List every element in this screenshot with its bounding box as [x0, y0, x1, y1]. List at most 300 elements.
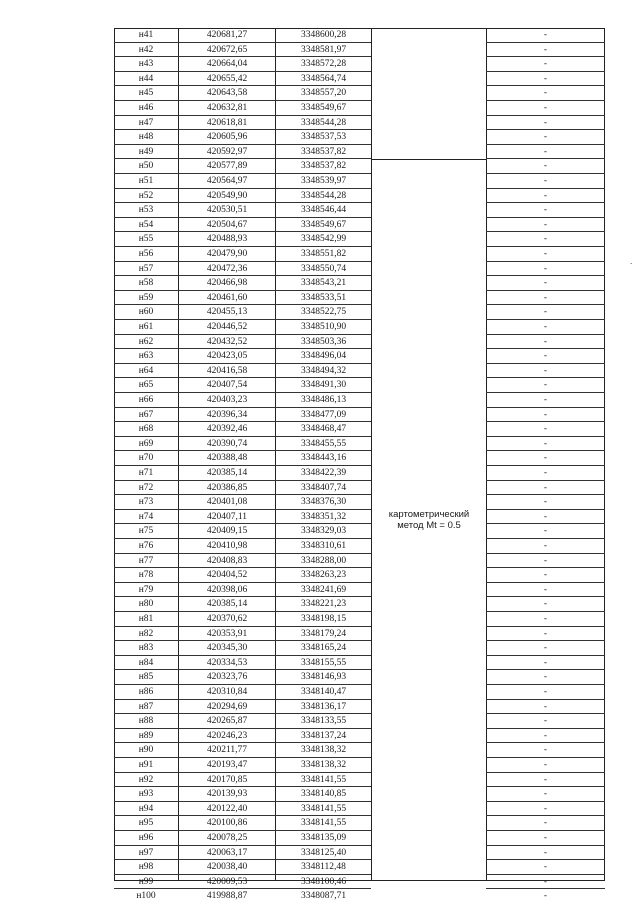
- y-coordinate-cell: 3348155,55: [300, 657, 347, 668]
- table-row: [114, 349, 605, 364]
- table-row: [114, 583, 605, 598]
- note-cell: -: [543, 351, 548, 362]
- table-row: [114, 627, 605, 642]
- point-id-cell: н71: [138, 468, 154, 478]
- note-cell: -: [543, 88, 548, 99]
- point-id-cell: н68: [138, 424, 154, 435]
- table-row: [114, 729, 605, 744]
- y-coordinate-cell: 3348551,82: [300, 249, 347, 259]
- point-id-cell: н57: [138, 263, 154, 274]
- point-id-cell: н83: [138, 643, 154, 654]
- note-cell: -: [543, 657, 548, 668]
- table-row: [114, 495, 605, 510]
- x-coordinate-cell: 420246,23: [206, 730, 248, 741]
- y-coordinate-cell: 3348486,13: [300, 395, 347, 405]
- y-coordinate-cell: 3348543,21: [300, 278, 347, 289]
- x-coordinate-cell: 420409,15: [206, 526, 248, 537]
- y-coordinate-cell: 3348138,32: [300, 745, 347, 756]
- y-coordinate-cell: 3348572,28: [300, 59, 347, 70]
- x-coordinate-cell: 420385,14: [206, 468, 248, 478]
- y-coordinate-cell: 3348496,04: [300, 351, 347, 362]
- table-row: [114, 714, 605, 729]
- note-cell: -: [543, 44, 548, 55]
- point-id-cell: н66: [138, 395, 154, 405]
- x-coordinate-cell: 420461,60: [206, 292, 248, 303]
- point-id-cell: н58: [138, 278, 154, 289]
- y-coordinate-cell: 3348137,24: [300, 730, 347, 741]
- point-id-cell: н87: [138, 701, 154, 712]
- note-cell: -: [543, 687, 548, 697]
- table-row: [114, 320, 605, 335]
- note-cell: -: [543, 73, 548, 84]
- point-id-cell: н94: [138, 803, 154, 814]
- table-row: [114, 860, 605, 875]
- scan-mark: .: [630, 256, 633, 266]
- y-coordinate-cell: 3348133,55: [300, 716, 347, 727]
- note-cell: -: [543, 307, 548, 318]
- y-coordinate-cell: 3348544,28: [300, 190, 347, 201]
- x-coordinate-cell: 420100,86: [206, 818, 248, 829]
- y-coordinate-cell: 3348376,30: [300, 497, 347, 508]
- table-row: [114, 130, 605, 145]
- point-id-cell: н61: [138, 322, 154, 332]
- table-row: [114, 656, 605, 671]
- note-cell: -: [543, 132, 548, 143]
- note-cell: -: [543, 789, 548, 800]
- y-coordinate-cell: 3348310,61: [300, 541, 347, 551]
- y-coordinate-cell: 3348136,17: [300, 701, 347, 712]
- method-note-line1: картометрический: [388, 509, 470, 520]
- point-id-cell: н50: [138, 161, 154, 172]
- note-cell: -: [543, 876, 548, 887]
- table-row: [114, 481, 605, 496]
- y-coordinate-cell: 3348549,67: [300, 103, 347, 113]
- y-coordinate-cell: 3348550,74: [300, 263, 347, 274]
- x-coordinate-cell: 420564,97: [206, 176, 248, 186]
- table-row: [114, 875, 605, 890]
- x-coordinate-cell: 420549,90: [206, 190, 248, 201]
- x-coordinate-cell: 420385,14: [206, 599, 248, 610]
- point-id-cell: н74: [138, 511, 154, 522]
- point-id-cell: н100: [136, 891, 156, 902]
- note-cell: -: [543, 891, 548, 902]
- y-coordinate-cell: 3348221,23: [300, 599, 347, 610]
- table-row: [114, 101, 605, 116]
- x-coordinate-cell: 420388,48: [206, 453, 248, 464]
- x-coordinate-cell: 420211,77: [206, 745, 248, 756]
- y-coordinate-cell: 3348600,28: [300, 30, 347, 40]
- point-id-cell: н88: [138, 716, 154, 727]
- point-id-cell: н54: [138, 219, 154, 230]
- y-coordinate-cell: 3348241,69: [300, 584, 347, 595]
- note-cell: -: [543, 453, 548, 464]
- x-coordinate-cell: 420488,93: [206, 234, 248, 245]
- x-coordinate-cell: 420672,65: [206, 44, 248, 55]
- table-row: [114, 291, 605, 306]
- point-id-cell: н90: [138, 745, 154, 756]
- note-cell: -: [543, 249, 548, 259]
- point-id-cell: н60: [138, 307, 154, 318]
- table-row: [114, 145, 605, 160]
- x-coordinate-cell: 420078,25: [206, 833, 248, 843]
- x-coordinate-cell: 420472,36: [206, 263, 248, 274]
- table-row: [114, 174, 605, 189]
- y-coordinate-cell: 3348141,55: [300, 774, 347, 785]
- y-coordinate-cell: 3348564,74: [300, 73, 347, 84]
- table-row: [114, 568, 605, 583]
- table-row: [114, 364, 605, 379]
- note-cell: -: [543, 584, 548, 595]
- x-coordinate-cell: 419988,87: [206, 891, 248, 902]
- table-row: [114, 685, 605, 700]
- y-coordinate-cell: 3348140,85: [300, 789, 347, 800]
- note-cell: -: [543, 511, 548, 522]
- point-id-cell: н98: [138, 862, 154, 873]
- table-row: [114, 539, 605, 554]
- note-cell: -: [543, 146, 548, 157]
- y-coordinate-cell: 3348468,47: [300, 424, 347, 435]
- y-coordinate-cell: 3348140,47: [300, 687, 347, 697]
- x-coordinate-cell: 420193,47: [206, 760, 248, 770]
- table-row: [114, 335, 605, 350]
- x-coordinate-cell: 420410,98: [206, 541, 248, 551]
- note-cell: -: [543, 219, 548, 230]
- note-cell: -: [543, 438, 548, 449]
- point-id-cell: н43: [138, 59, 154, 70]
- y-coordinate-cell: 3348443,16: [300, 453, 347, 464]
- note-cell: -: [543, 30, 548, 40]
- note-cell: -: [543, 672, 548, 683]
- point-id-cell: н55: [138, 234, 154, 245]
- method-note-line2: метод Mt = 0.5: [397, 520, 461, 531]
- table-row: [114, 816, 605, 831]
- point-id-cell: н76: [138, 541, 154, 551]
- point-id-cell: н42: [138, 44, 154, 55]
- table-row: [114, 276, 605, 291]
- point-id-cell: н64: [138, 365, 154, 376]
- note-cell: -: [543, 263, 548, 274]
- x-coordinate-cell: 420681,27: [206, 30, 248, 40]
- x-coordinate-cell: 420323,76: [206, 672, 248, 683]
- note-cell: -: [543, 59, 548, 70]
- note-cell: -: [543, 482, 548, 493]
- point-id-cell: н73: [138, 497, 154, 508]
- y-coordinate-cell: 3348537,53: [300, 132, 347, 143]
- point-id-cell: н45: [138, 88, 154, 99]
- note-cell: -: [543, 555, 548, 566]
- point-id-cell: н44: [138, 73, 154, 84]
- y-coordinate-cell: 3348165,24: [300, 643, 347, 654]
- y-coordinate-cell: 3348544,28: [300, 117, 347, 128]
- x-coordinate-cell: 420408,83: [206, 555, 248, 566]
- y-coordinate-cell: 3348125,40: [300, 847, 347, 858]
- x-coordinate-cell: 420390,74: [206, 438, 248, 449]
- table-row: [114, 846, 605, 861]
- table-row: [114, 203, 605, 218]
- x-coordinate-cell: 420386,85: [206, 482, 248, 493]
- table-row: [114, 43, 605, 58]
- y-coordinate-cell: 3348537,82: [300, 161, 347, 172]
- table-row: [114, 116, 605, 131]
- table-row: [114, 510, 605, 525]
- point-id-cell: н82: [138, 628, 154, 639]
- x-coordinate-cell: 420403,23: [206, 395, 248, 405]
- table-row: [114, 802, 605, 817]
- y-coordinate-cell: 3348510,90: [300, 322, 347, 332]
- y-coordinate-cell: 3348533,51: [300, 292, 347, 303]
- x-coordinate-cell: 420504,67: [206, 219, 248, 230]
- x-coordinate-cell: 420404,52: [206, 570, 248, 581]
- point-id-cell: н92: [138, 774, 154, 785]
- coordinate-table: [114, 28, 605, 902]
- table-row: [114, 758, 605, 773]
- note-cell: -: [543, 730, 548, 741]
- point-id-cell: н63: [138, 351, 154, 362]
- x-coordinate-cell: 420370,62: [206, 614, 248, 624]
- point-id-cell: н53: [138, 205, 154, 216]
- table-row: [114, 72, 605, 87]
- y-coordinate-cell: 3348146,93: [300, 672, 347, 683]
- table-row: [114, 787, 605, 802]
- note-cell: -: [543, 468, 548, 478]
- x-coordinate-cell: 420423,05: [206, 351, 248, 362]
- x-coordinate-cell: 420170,85: [206, 774, 248, 785]
- point-id-cell: н56: [138, 249, 154, 259]
- x-coordinate-cell: 420009,53: [206, 876, 248, 887]
- note-cell: -: [543, 643, 548, 654]
- x-coordinate-cell: 420455,13: [206, 307, 248, 318]
- note-cell: -: [543, 380, 548, 391]
- point-id-cell: н91: [138, 760, 154, 770]
- table-row: [114, 597, 605, 612]
- x-coordinate-cell: 420432,52: [206, 336, 248, 347]
- note-cell: -: [543, 234, 548, 245]
- point-id-cell: н85: [138, 672, 154, 683]
- x-coordinate-cell: 420334,53: [206, 657, 248, 668]
- y-coordinate-cell: 3348581,97: [300, 44, 347, 55]
- y-coordinate-cell: 3348198,15: [300, 614, 347, 624]
- table-row: [114, 554, 605, 569]
- point-id-cell: н81: [138, 614, 154, 624]
- y-coordinate-cell: 3348537,82: [300, 146, 347, 157]
- note-cell: -: [543, 103, 548, 113]
- point-id-cell: н97: [138, 847, 154, 858]
- note-cell: -: [543, 322, 548, 332]
- y-coordinate-cell: 3348112,48: [301, 862, 346, 873]
- table-row: [114, 218, 605, 233]
- point-id-cell: н41: [138, 30, 154, 40]
- table-row: [114, 700, 605, 715]
- y-coordinate-cell: 3348549,67: [300, 219, 347, 230]
- point-id-cell: н86: [138, 687, 154, 697]
- point-id-cell: н93: [138, 789, 154, 800]
- table-row: [114, 466, 605, 481]
- x-coordinate-cell: 420345,30: [206, 643, 248, 654]
- table-row: [114, 262, 605, 277]
- note-cell: -: [543, 205, 548, 216]
- note-cell: -: [543, 176, 548, 186]
- note-cell: -: [543, 541, 548, 551]
- note-cell: -: [543, 745, 548, 756]
- point-id-cell: н48: [138, 132, 154, 143]
- table-row: [114, 451, 605, 466]
- table-row: [114, 159, 605, 174]
- note-cell: -: [543, 365, 548, 376]
- x-coordinate-cell: 420407,54: [206, 380, 248, 391]
- point-id-cell: н69: [138, 438, 154, 449]
- point-id-cell: н72: [138, 482, 154, 493]
- y-coordinate-cell: 3348477,09: [300, 409, 347, 420]
- y-coordinate-cell: 3348503,36: [300, 336, 347, 347]
- y-coordinate-cell: 3348179,24: [300, 628, 347, 639]
- note-cell: -: [543, 628, 548, 639]
- point-id-cell: н65: [138, 380, 154, 391]
- x-coordinate-cell: 420664,04: [206, 59, 248, 70]
- point-id-cell: н46: [138, 103, 154, 113]
- y-coordinate-cell: 3348141,55: [300, 818, 347, 829]
- table-row: [114, 743, 605, 758]
- note-cell: -: [543, 818, 548, 829]
- note-cell: -: [543, 760, 548, 770]
- note-cell: -: [543, 701, 548, 712]
- point-id-cell: н79: [138, 584, 154, 595]
- note-cell: -: [543, 409, 548, 420]
- y-coordinate-cell: 3348141,55: [300, 803, 347, 814]
- x-coordinate-cell: 420416,58: [206, 365, 248, 376]
- x-coordinate-cell: 420265,87: [206, 716, 248, 727]
- x-coordinate-cell: 420632,81: [206, 103, 248, 113]
- point-id-cell: н78: [138, 570, 154, 581]
- note-cell: -: [543, 278, 548, 289]
- y-coordinate-cell: 3348329,03: [300, 526, 347, 537]
- x-coordinate-cell: 420396,34: [206, 409, 248, 420]
- y-coordinate-cell: 3348100,46: [300, 876, 347, 887]
- x-coordinate-cell: 420446,52: [206, 322, 248, 332]
- table-row: [114, 378, 605, 393]
- y-coordinate-cell: 3348407,74: [300, 482, 347, 493]
- table-row: [114, 393, 605, 408]
- table-row: [114, 422, 605, 437]
- y-coordinate-cell: 3348263,23: [300, 570, 347, 581]
- table-row: [114, 612, 605, 627]
- x-coordinate-cell: 420530,51: [206, 205, 248, 216]
- table-row: [114, 408, 605, 423]
- x-coordinate-cell: 420294,69: [206, 701, 248, 712]
- y-coordinate-cell: 3348494,32: [300, 365, 347, 376]
- note-cell: -: [543, 190, 548, 201]
- y-coordinate-cell: 3348455,55: [300, 438, 347, 449]
- x-coordinate-cell: 420398,06: [206, 584, 248, 595]
- table-row: [114, 28, 605, 43]
- point-id-cell: н96: [138, 833, 154, 843]
- note-cell: -: [543, 803, 548, 814]
- x-coordinate-cell: 420139,93: [206, 789, 248, 800]
- point-id-cell: н95: [138, 818, 154, 829]
- x-coordinate-cell: 420407,11: [206, 511, 248, 522]
- point-id-cell: н84: [138, 657, 154, 668]
- note-cell: -: [543, 395, 548, 405]
- table-row: [114, 831, 605, 846]
- x-coordinate-cell: 420401,08: [206, 497, 248, 508]
- x-coordinate-cell: 420038,40: [206, 862, 248, 873]
- note-cell: -: [543, 117, 548, 128]
- y-coordinate-cell: 3348557,20: [300, 88, 347, 99]
- point-id-cell: н70: [138, 453, 154, 464]
- note-cell: -: [543, 774, 548, 785]
- x-coordinate-cell: 420592,97: [206, 146, 248, 157]
- merged-cell-divider: [371, 159, 486, 160]
- y-coordinate-cell: 3348522,75: [300, 307, 347, 318]
- x-coordinate-cell: 420122,40: [206, 803, 248, 814]
- x-coordinate-cell: 420310,84: [206, 687, 248, 697]
- point-id-cell: н67: [138, 409, 154, 420]
- y-coordinate-cell: 3348138,32: [300, 760, 347, 770]
- table-row: [114, 189, 605, 204]
- note-cell: -: [543, 862, 548, 873]
- table-row: [114, 437, 605, 452]
- point-id-cell: н49: [138, 146, 154, 157]
- note-cell: -: [543, 599, 548, 610]
- note-cell: -: [543, 336, 548, 347]
- point-id-cell: н47: [138, 117, 154, 128]
- x-coordinate-cell: 420605,96: [206, 132, 248, 143]
- x-coordinate-cell: 420479,90: [206, 249, 248, 259]
- point-id-cell: н99: [138, 876, 154, 887]
- note-cell: -: [543, 161, 548, 172]
- point-id-cell: н80: [138, 599, 154, 610]
- note-cell: -: [543, 847, 548, 858]
- point-id-cell: н77: [138, 555, 154, 566]
- x-coordinate-cell: 420353,91: [206, 628, 248, 639]
- y-coordinate-cell: 3348135,09: [300, 833, 347, 843]
- table-row: [114, 57, 605, 72]
- note-cell: -: [543, 833, 548, 843]
- y-coordinate-cell: 3348542,99: [300, 234, 347, 245]
- point-id-cell: н59: [138, 292, 154, 303]
- note-cell: -: [543, 716, 548, 727]
- point-id-cell: н75: [138, 526, 154, 537]
- x-coordinate-cell: 420618,81: [206, 117, 248, 128]
- point-id-cell: н51: [138, 176, 154, 186]
- note-cell: -: [543, 292, 548, 303]
- x-coordinate-cell: 420577,89: [206, 161, 248, 172]
- note-cell: -: [543, 526, 548, 537]
- y-coordinate-cell: 3348422,39: [300, 468, 347, 478]
- x-coordinate-cell: 420643,58: [206, 88, 248, 99]
- y-coordinate-cell: 3348539,97: [300, 176, 347, 186]
- method-note-cell: [372, 509, 486, 531]
- table-row: [114, 641, 605, 656]
- y-coordinate-cell: 3348087,71: [300, 891, 347, 902]
- table-row: [114, 247, 605, 262]
- y-coordinate-cell: 3348288,00: [300, 555, 347, 566]
- table-row: [114, 889, 605, 904]
- table-row: [114, 305, 605, 320]
- x-coordinate-cell: 420655,42: [206, 73, 248, 84]
- x-coordinate-cell: 420063,17: [206, 847, 248, 858]
- y-coordinate-cell: 3348546,44: [300, 205, 347, 216]
- y-coordinate-cell: 3348491,30: [300, 380, 347, 391]
- point-id-cell: н89: [138, 730, 154, 741]
- note-cell: -: [543, 614, 548, 624]
- table-row: [114, 773, 605, 788]
- y-coordinate-cell: 3348351,32: [300, 511, 347, 522]
- point-id-cell: н52: [138, 190, 154, 201]
- note-cell: -: [543, 424, 548, 435]
- note-cell: -: [543, 570, 548, 581]
- note-cell: -: [543, 497, 548, 508]
- table-row: [114, 232, 605, 247]
